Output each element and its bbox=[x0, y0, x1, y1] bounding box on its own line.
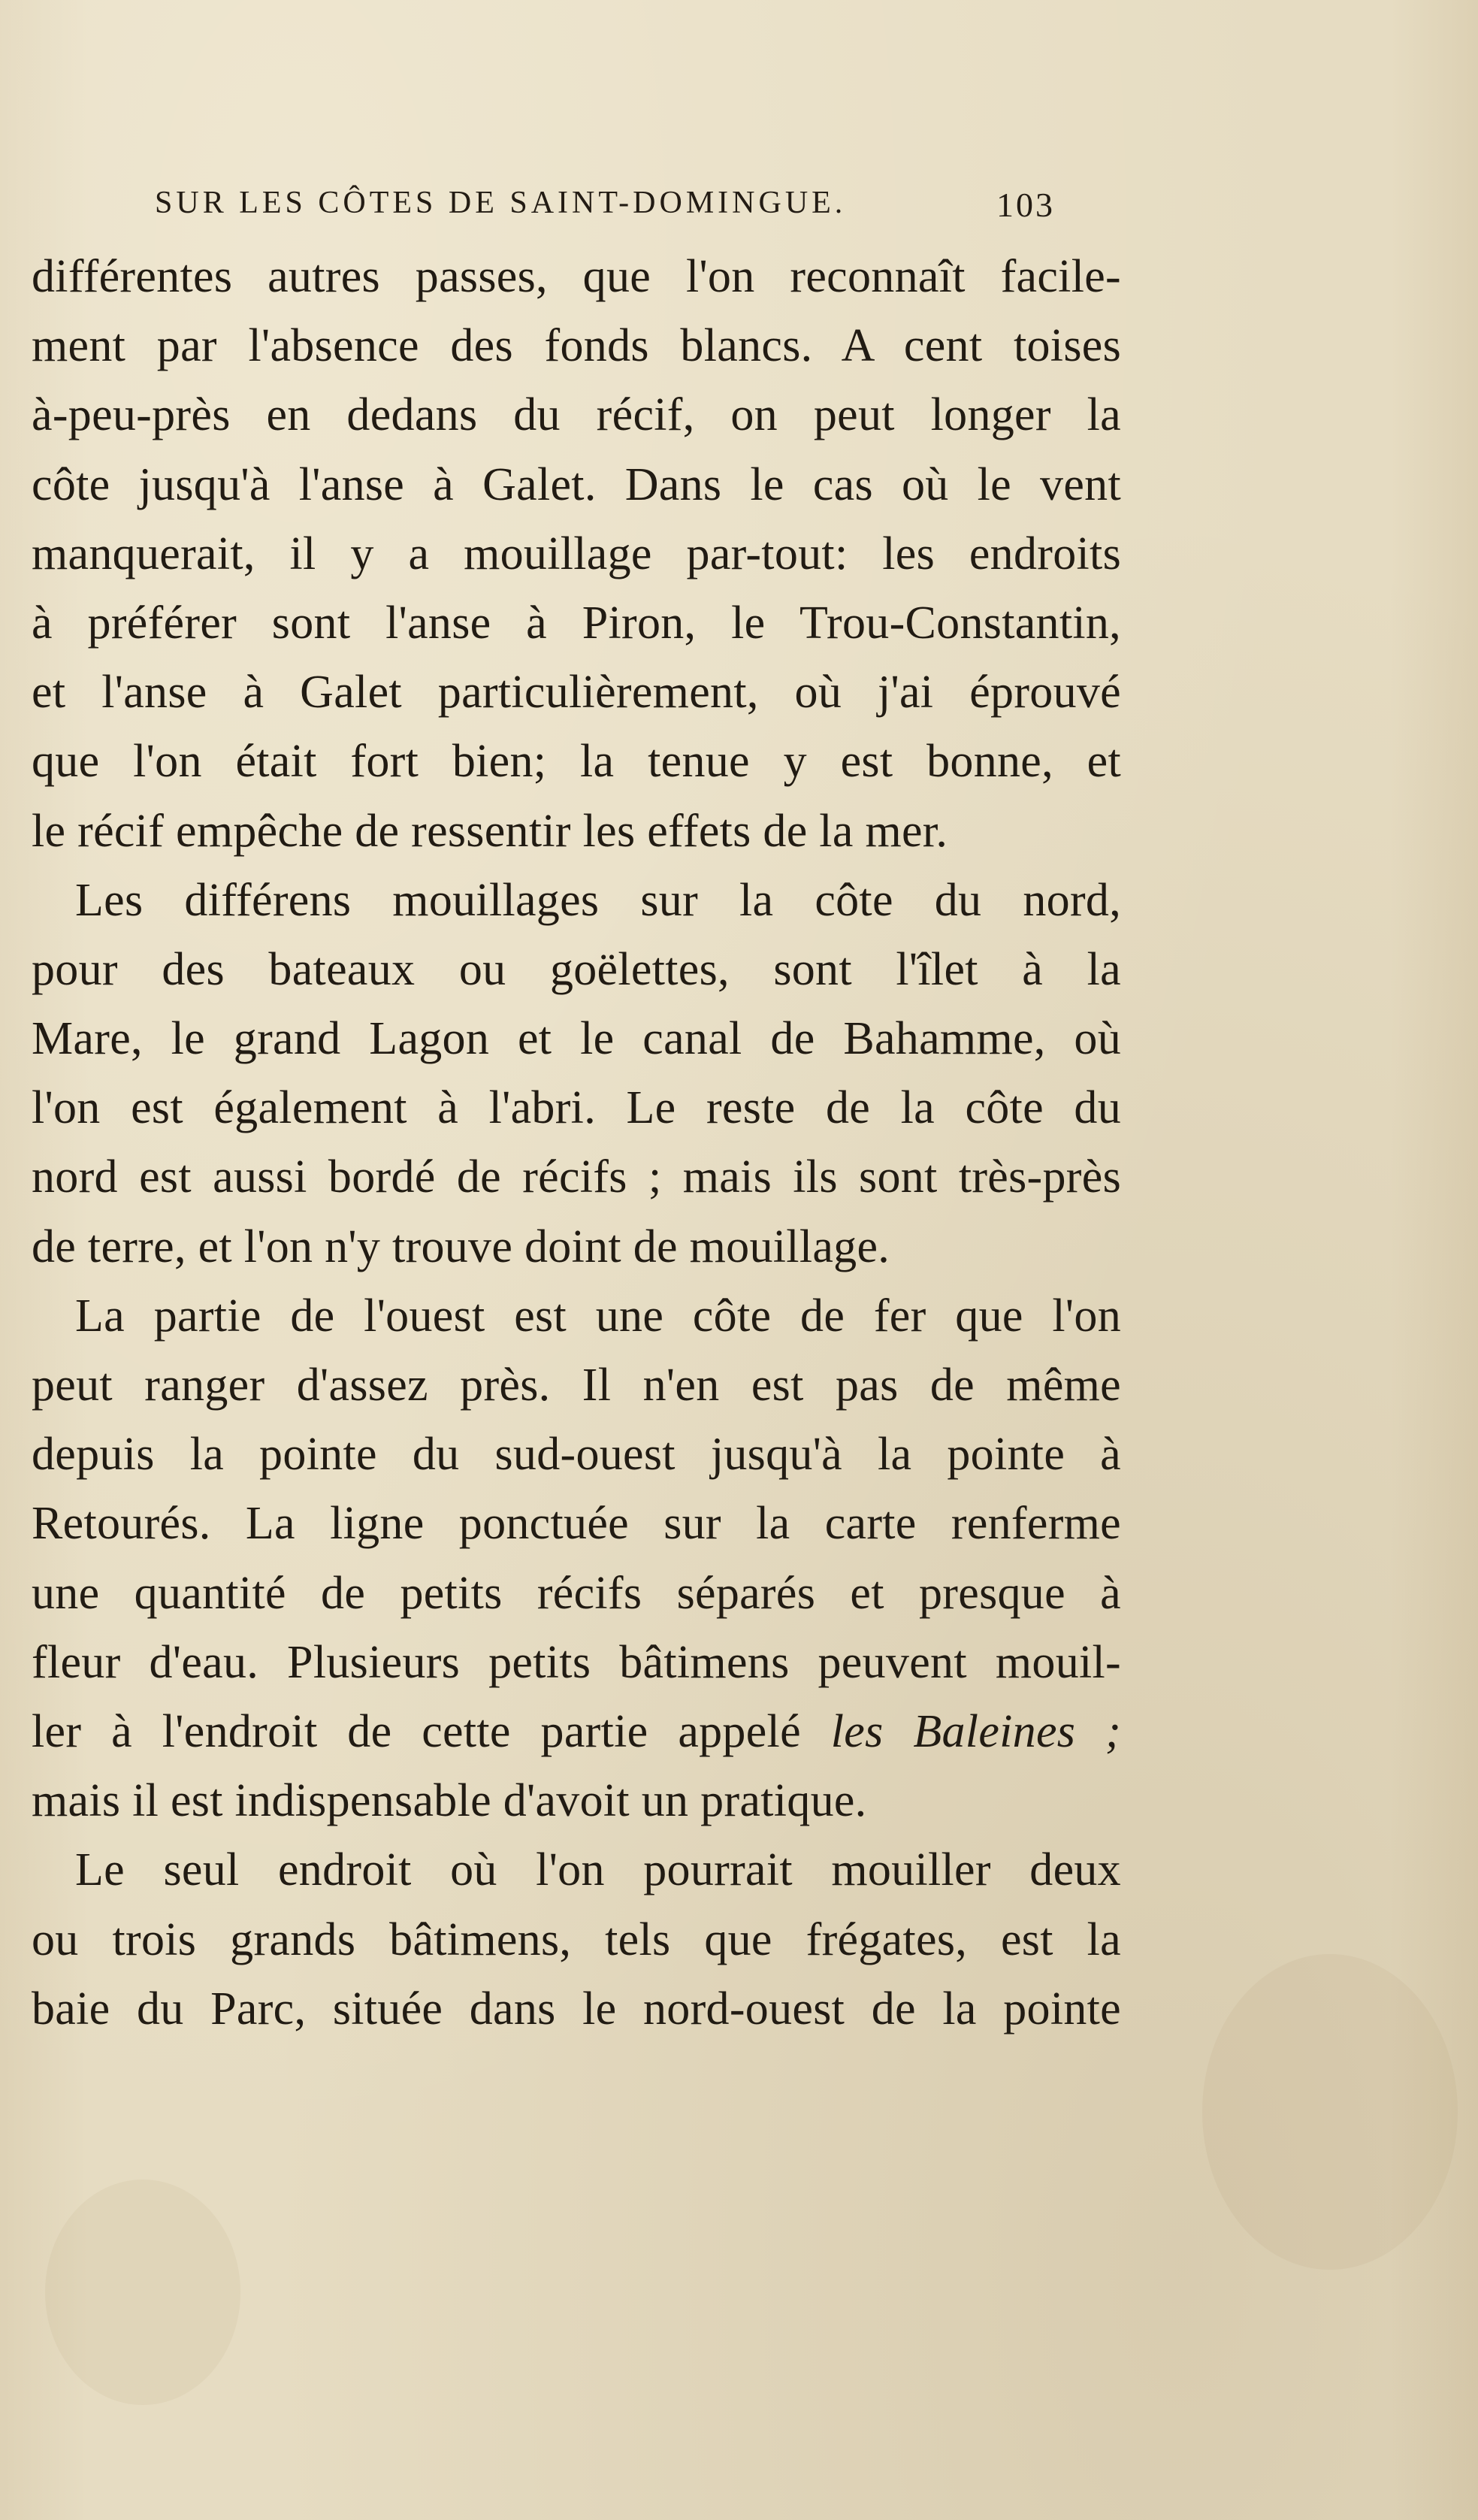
running-head bbox=[155, 185, 1132, 237]
text-line: Retourés. La ligne ponctuée sur la carte renferme bbox=[32, 1498, 1121, 1550]
text-line: fleur d'eau. Plusieurs petits bâtimens peuvent mouil- bbox=[32, 1636, 1121, 1688]
text-line: différentes autres passes, que l'on reconnaît facile- bbox=[32, 251, 1121, 302]
page-number: 103 bbox=[996, 186, 1055, 224]
text-line: l'on est également à l'abri. Le reste de la côte du bbox=[32, 1082, 1121, 1134]
text-line: à préférer sont l'anse à Piron, le Trou-Constantin, bbox=[32, 597, 1121, 649]
running-title: SUR LES CÔTES DE SAINT-DOMINGUE. bbox=[155, 186, 847, 220]
text-line: Mare, le grand Lagon et le canal de Bahamme, où bbox=[32, 1013, 1121, 1065]
text-line: mais il est indispensable d'avoit un pratique. bbox=[32, 1775, 867, 1827]
text-line: une quantité de petits récifs séparés et presque à bbox=[32, 1567, 1121, 1619]
text-line: côte jusqu'à l'anse à Galet. Dans le cas où le vent bbox=[32, 458, 1121, 510]
italic-place-name: les Baleines ; bbox=[830, 1705, 1121, 1757]
text-line: manquerait, il y a mouillage par-tout: les endroits bbox=[32, 528, 1121, 579]
body-text bbox=[32, 242, 1121, 2044]
text-line: depuis la pointe du sud-ouest jusqu'à la pointe à bbox=[32, 1429, 1121, 1481]
paper-stain bbox=[45, 2180, 240, 2405]
text-line: que l'on était fort bien; la tenue y est bonne, et bbox=[32, 736, 1121, 788]
text-line-with-italic bbox=[32, 1697, 1121, 1766]
text-line: le récif empêche de ressentir les effets de la mer. bbox=[32, 805, 948, 857]
paper-stain bbox=[1202, 1954, 1458, 2270]
text-line: et l'anse à Galet particulièrement, où j'ai éprouvé bbox=[32, 667, 1121, 718]
text-line: à-peu-près en dedans du récif, on peut longer la bbox=[32, 389, 1121, 441]
text-line: pour des bateaux ou goëlettes, sont l'îlet à la bbox=[32, 943, 1121, 995]
text-line: La partie de l'ouest est une côte de fer que l'on bbox=[75, 1290, 1121, 1342]
text-line: peut ranger d'assez près. Il n'en est pas de même bbox=[32, 1360, 1121, 1411]
text-line: Les différens mouillages sur la côte du nord, bbox=[75, 874, 1121, 926]
text-fragment: ler à l'endroit de cette partie appelé bbox=[32, 1705, 831, 1757]
text-line: Le seul endroit où l'on pourrait mouiller deux bbox=[75, 1844, 1121, 1896]
text-line: nord est aussi bordé de récifs ; mais ils sont très-près bbox=[32, 1151, 1121, 1203]
text-line: ou trois grands bâtimens, tels que frégates, est la bbox=[32, 1913, 1121, 1965]
text-line: de terre, et l'on n'y trouve doint de mouillage. bbox=[32, 1221, 890, 1272]
text-line: baie du Parc, située dans le nord-ouest de la pointe bbox=[32, 1983, 1121, 2034]
text-line: ment par l'absence des fonds blancs. A cent toises bbox=[32, 320, 1121, 372]
